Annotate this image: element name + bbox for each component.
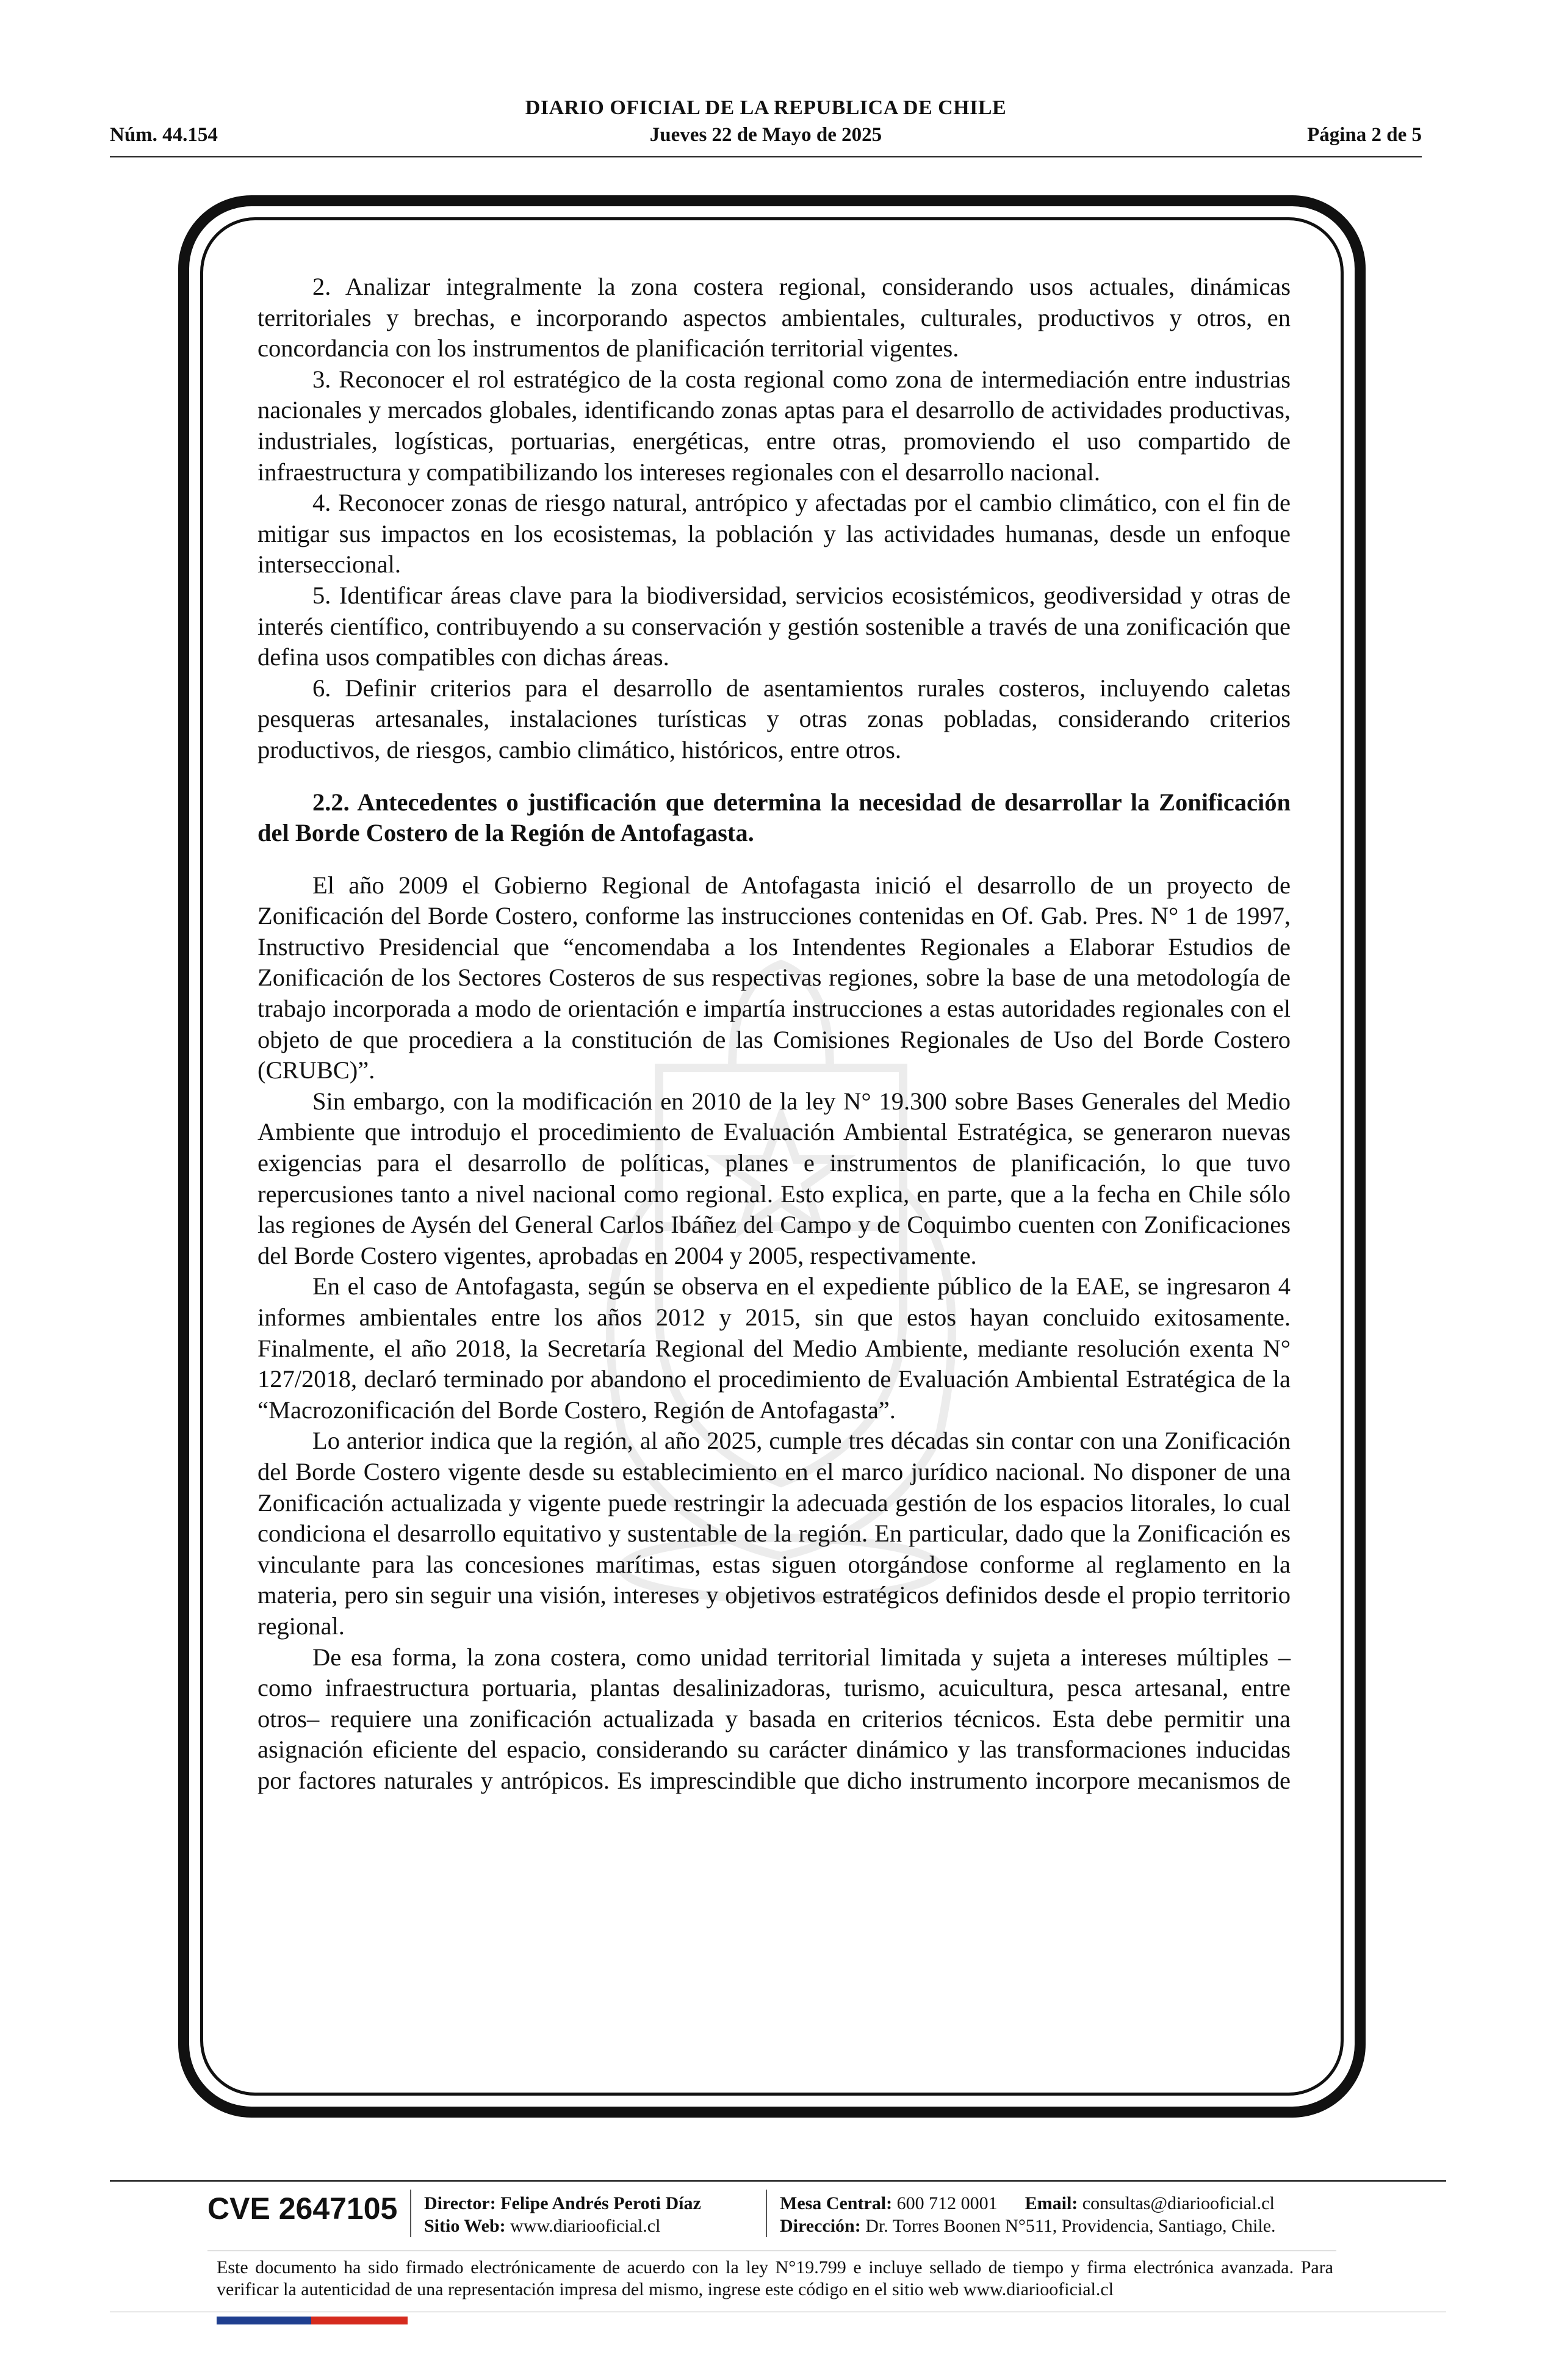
address-label: Dirección:: [780, 2216, 861, 2236]
director-name: Felipe Andrés Peroti Díaz: [500, 2193, 701, 2213]
section-heading: 2.2. Antecedentes o justificación que determina la necesidad de desarrollar la Zonificación del Borde Costero de la Región de Antofagasta.: [258, 788, 1291, 847]
flag-stripe-blue: [217, 2317, 311, 2324]
legal-notice: Este documento ha sido firmado electrónicamente de acuerdo con la ley N°19.799 e incluye sellado de tiempo y firma electrónica avanzada. Para verificar la autenticidad de una representación impresa del mismo, ingrese este código en el sitio web www.diariooficial.cl: [217, 2257, 1333, 2299]
footer-separator: [766, 2190, 767, 2237]
footer-separator: [410, 2190, 411, 2237]
director-label: Director:: [424, 2193, 496, 2213]
flag-stripe-red: [311, 2317, 408, 2324]
page-number: Página 2 de 5: [1307, 124, 1422, 146]
list-item: 5. Identificar áreas clave para la biodiversidad, servicios ecosistémicos, geodiversidad y otras de interés científico, contribuyendo a su conservación y gestión sostenible a través de una zonificación que defina usos compatibles con dichas áreas.: [258, 581, 1291, 671]
document-body: [258, 272, 1291, 1797]
website-label: Sitio Web:: [424, 2216, 506, 2236]
paragraph: Lo anterior indica que la región, al año 2025, cumple tres décadas sin contar con una Zonificación del Borde Costero vigente desde su establecimiento en el marco jurídico nacional. No disponer de una Zonificación actualizada y vigente puede restringir la adecuada gestión de los espacios litorales, lo cual condiciona el desarrollo equitativo y sustentable de la región. En particular, dado que la Zonificación es vinculante para las concesiones marítimas, estas siguen otorgándose conforme al reglamento en la materia, pero sin seguir una visión, intereses y objetivos estratégicos definidos desde el propio territorio regional.: [258, 1427, 1291, 1640]
issue-number: Núm. 44.154: [110, 124, 218, 146]
address-value: Dr. Torres Boonen N°511, Providencia, Santiago, Chile.: [865, 2216, 1276, 2236]
cve-code: CVE 2647105: [207, 2191, 398, 2226]
director-line: [424, 2192, 701, 2215]
phone-value: 600 712 0001: [896, 2193, 998, 2213]
email-label: Email:: [1025, 2193, 1078, 2213]
issue-date: Jueves 22 de Mayo de 2025: [649, 124, 882, 146]
footer-divider: [110, 2180, 1446, 2182]
website-link[interactable]: www.diariooficial.cl: [510, 2216, 661, 2236]
contact-line: [780, 2192, 1275, 2215]
list-item: 4. Reconocer zonas de riesgo natural, antrópico y afectadas por el cambio climático, con el fin de mitigar sus impactos en los ecosistemas, la población y las actividades humanas, desde un enfoque interseccional.: [258, 489, 1291, 579]
list-item: 2. Analizar integralmente la zona costera regional, considerando usos actuales, dinámicas territoriales y brechas, e incorporando aspectos ambientales, culturales, productivos y otros, en concordancia con los instrumentos de planificación territorial vigentes.: [258, 273, 1291, 362]
website-line: [424, 2215, 660, 2237]
email-link[interactable]: consultas@diariooficial.cl: [1082, 2193, 1275, 2213]
newspaper-title: DIARIO OFICIAL DE LA REPUBLICA DE CHILE: [525, 96, 1007, 119]
header-divider: [110, 156, 1422, 157]
phone-label: Mesa Central:: [780, 2193, 893, 2213]
paragraph: De esa forma, la zona costera, como unidad territorial limitada y sujeta a intereses múltiples –como infraestructura portuaria, plantas desalinizadoras, turismo, acuicultura, pesca artesanal, entre otros– requiere una zonificación actualizada y basada en criterios técnicos. Esta debe permitir una asignación eficiente del espacio, considerando su carácter dinámico y las transformaciones inducidas por factores naturales y antrópicos. Es imprescindible que dicho instrumento incorpore mecanismos de: [258, 1643, 1291, 1794]
paragraph: Sin embargo, con la modificación en 2010 de la ley N° 19.300 sobre Bases Generales del Medio Ambiente que introdujo el procedimiento de Evaluación Ambiental Estratégica, se generaron nuevas exigencias para el desarrollo de políticas, planes e instrumentos de planificación, lo que tuvo repercusiones tanto a nivel nacional como regional. Esto explica, en parte, que a la fecha en Chile sólo las regiones de Aysén del General Carlos Ibáñez del Campo y de Coquimbo cuenten con Zonificaciones del Borde Costero vigentes, aprobadas en 2004 y 2005, respectivamente.: [258, 1087, 1291, 1269]
paragraph: El año 2009 el Gobierno Regional de Antofagasta inició el desarrollo de un proyecto de Zonificación del Borde Costero, conforme las instrucciones contenidas en Of. Gab. Pres. N° 1 de 1997, Instructivo Presidencial que “encomendaba a los Intendentes Regionales a Elaborar Estudios de Zonificación de los Sectores Costeros de sus respectivas regiones, sobre la base de una metodología de trabajo incorporada a modo de orientación e impartía instrucciones a estas autoridades regionales con el objeto de que procediera a la constitución de las Comisiones Regionales de Uso del Borde Costero (CRUBC)”.: [258, 871, 1291, 1084]
list-item: 6. Definir criterios para el desarrollo de asentamientos rurales costeros, incluyendo caletas pesqueras artesanales, instalaciones turísticas y otras zonas pobladas, considerando criterios productivos, de riesgos, cambio climático, históricos, entre otros.: [258, 674, 1291, 763]
address-line: [780, 2215, 1276, 2237]
list-item: 3. Reconocer el rol estratégico de la costa regional como zona de intermediación entre industrias nacionales y mercados globales, identificando zonas aptas para el desarrollo de actividades productivas, industriales, logísticas, portuarias, energéticas, entre otras, promoviendo el uso compartido de infraestructura y compatibilizando los intereses regionales con el desarrollo nacional.: [258, 365, 1291, 486]
paragraph: En el caso de Antofagasta, según se observa en el expediente público de la EAE, se ingresaron 4 informes ambientales entre los años 2012 y 2015, sin que estos hayan concluido exitosamente. Finalmente, el año 2018, la Secretaría Regional del Medio Ambiente, mediante resolución exenta N° 127/2018, declaró terminado por abandono el procedimiento de Evaluación Ambiental Estratégica de la “Macrozonificación del Borde Costero, Región de Antofagasta”.: [258, 1272, 1291, 1424]
